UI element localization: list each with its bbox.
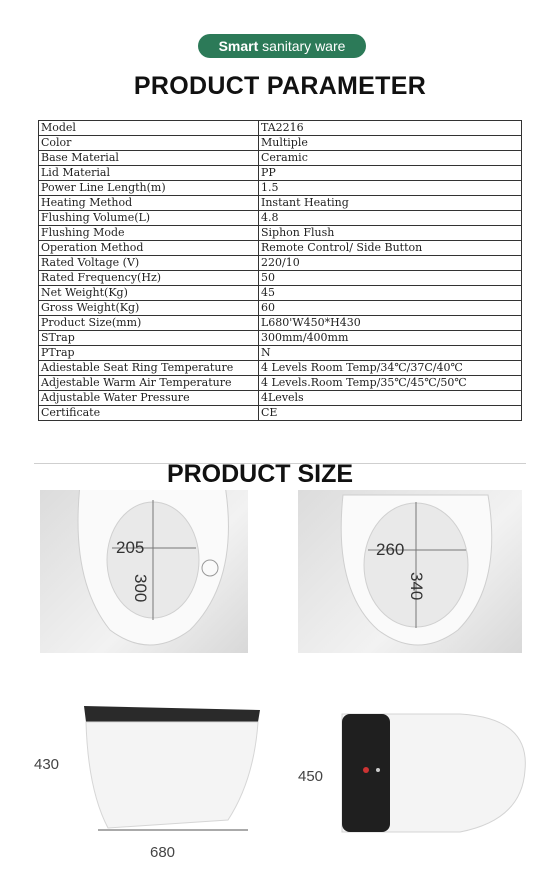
- param-name: Heating Method: [39, 196, 259, 211]
- param-value: Instant Heating: [259, 196, 522, 211]
- param-name: PTrap: [39, 346, 259, 361]
- param-name: Base Material: [39, 151, 259, 166]
- param-value: PP: [259, 166, 522, 181]
- param-row: [39, 151, 522, 166]
- top-width-label: 450: [298, 768, 324, 785]
- param-value: 4.8: [259, 211, 522, 226]
- param-value: CE: [259, 406, 522, 421]
- badge-text: sanitary ware: [258, 38, 346, 54]
- side-length-label: 680: [150, 844, 176, 861]
- badge-bold-text: Smart: [218, 38, 259, 54]
- param-row: [39, 376, 522, 391]
- param-row: [39, 166, 522, 181]
- param-name: Net Weight(Kg): [39, 286, 259, 301]
- param-value: Remote Control/ Side Button: [259, 241, 522, 256]
- param-value: N: [259, 346, 522, 361]
- param-row: [39, 256, 522, 271]
- param-row: [39, 286, 522, 301]
- param-row: [39, 331, 522, 346]
- param-row: [39, 301, 522, 316]
- param-name: Model: [39, 121, 259, 136]
- param-name: Adiestable Seat Ring Temperature: [39, 361, 259, 376]
- param-row: [39, 181, 522, 196]
- param-value: 1.5: [259, 181, 522, 196]
- param-value: Ceramic: [259, 151, 522, 166]
- seat-photo-large: [298, 490, 522, 653]
- param-value: 220/10: [259, 256, 522, 271]
- parameter-table: [38, 120, 522, 421]
- param-value: 50: [259, 271, 522, 286]
- param-row: [39, 361, 522, 376]
- seat-width-label-2: 260: [376, 540, 405, 559]
- size-title: PRODUCT SIZE: [166, 460, 354, 488]
- param-row: [39, 271, 522, 286]
- param-row: [39, 136, 522, 151]
- param-name: Product Size(mm): [39, 316, 259, 331]
- seat-photo-small: [40, 490, 248, 653]
- param-value: 45: [259, 286, 522, 301]
- param-value: 4 Levels.Room Temp/35℃/45℃/50℃: [259, 376, 522, 391]
- param-name: Operation Method: [39, 241, 259, 256]
- seat-length-label: 300: [131, 574, 150, 603]
- param-name: Adjestable Warm Air Temperature: [39, 376, 259, 391]
- param-value: 4Levels: [259, 391, 522, 406]
- param-name: Rated Frequency(Hz): [39, 271, 259, 286]
- toilet-side-view: [78, 700, 268, 840]
- param-row: [39, 226, 522, 241]
- param-value: Siphon Flush: [259, 226, 522, 241]
- param-row: [39, 316, 522, 331]
- brand-badge: [198, 34, 366, 58]
- param-row: [39, 391, 522, 406]
- param-value: L680'W450*H430: [259, 316, 522, 331]
- param-name: Power Line Length(m): [39, 181, 259, 196]
- param-name: Flushing Volume(L): [39, 211, 259, 226]
- toilet-top-view: [330, 710, 530, 840]
- param-name: Lid Material: [39, 166, 259, 181]
- param-row: [39, 121, 522, 136]
- param-row: [39, 406, 522, 421]
- param-row: [39, 241, 522, 256]
- seat-drawing-small: [40, 490, 248, 653]
- param-value: 4 Levels Room Temp/34℃/37C/40℃: [259, 361, 522, 376]
- param-row: [39, 196, 522, 211]
- param-name: Adjustable Water Pressure: [39, 391, 259, 406]
- parameter-title: PRODUCT PARAMETER: [133, 72, 427, 100]
- param-row: [39, 346, 522, 361]
- param-name: Certificate: [39, 406, 259, 421]
- param-name: Flushing Mode: [39, 226, 259, 241]
- param-value: 300mm/400mm: [259, 331, 522, 346]
- seat-length-label-2: 340: [407, 572, 426, 601]
- param-name: Gross Weight(Kg): [39, 301, 259, 316]
- param-name: STrap: [39, 331, 259, 346]
- side-height-label: 430: [34, 756, 60, 773]
- param-name: Color: [39, 136, 259, 151]
- seat-width-label: 205: [116, 538, 145, 557]
- param-name: Rated Voltage (V): [39, 256, 259, 271]
- param-value: 60: [259, 301, 522, 316]
- param-value: Multiple: [259, 136, 522, 151]
- param-row: [39, 211, 522, 226]
- param-value: TA2216: [259, 121, 522, 136]
